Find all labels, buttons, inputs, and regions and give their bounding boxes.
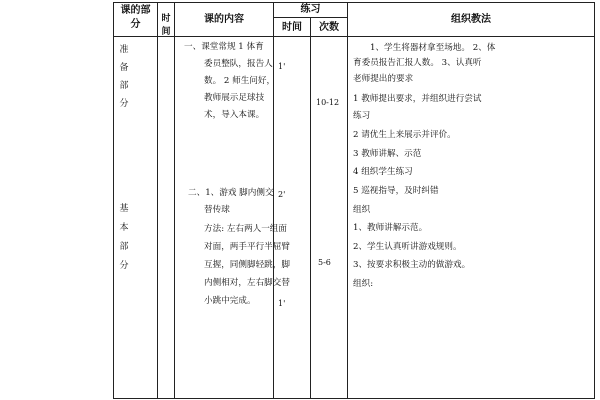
prep-practice-time: 1': [278, 62, 286, 71]
section-label-prep-char: 备: [119, 63, 129, 73]
column-divider-content: [174, 2, 175, 398]
section-label-main-char: 本: [119, 223, 129, 233]
main-content-line: 对面，两手平行半屈臂: [204, 242, 290, 252]
header-practice-count: 次数: [319, 22, 339, 33]
section-label-main-char: 基: [119, 204, 129, 214]
method-line: 5 巡视指导，及时纠错: [353, 186, 439, 196]
header-time: 时间: [161, 14, 171, 37]
column-divider-method: [347, 2, 348, 398]
header-practice-time: 时间: [282, 22, 302, 33]
column-divider-practice: [273, 2, 274, 398]
method-line: 3、按要求积极主动的做游戏。: [353, 260, 471, 270]
prep-content-line: 委员整队，报告人: [204, 59, 273, 69]
method-line: 3 教师讲解、示范: [353, 149, 422, 159]
main-content-line: 方法: 左右两人一组面: [204, 224, 287, 234]
header-bottom-rule: [113, 36, 595, 37]
section-label-prep-char: 分: [119, 99, 129, 109]
prep-content-line: 数。 2 师生问好，: [204, 76, 276, 86]
main-content-line: 二、1、游戏 脚内侧交: [188, 188, 274, 198]
main-content-line: 替传球: [204, 205, 230, 215]
main-practice-count: 5-6: [318, 258, 331, 267]
method-line: 4 组织学生练习: [353, 167, 413, 177]
table-border-left: [113, 2, 114, 398]
section-label-prep-char: 准: [119, 45, 129, 55]
method-line: 1 教师提出要求，并组织进行尝试: [353, 94, 482, 104]
section-label-main-char: 部: [119, 242, 129, 252]
main-practice-time: 2': [278, 190, 286, 199]
prep-content-line: 一、课堂常规 1 体育: [184, 42, 264, 52]
method-line: 2、学生认真听讲游戏规则。: [353, 242, 462, 252]
header-practice: 练习: [300, 4, 321, 15]
main-content-line: 小跳中完成。: [204, 296, 256, 306]
main-practice-time: 1': [278, 299, 286, 308]
method-line: 老师提出的要求: [353, 74, 414, 84]
method-line: 组织: [353, 205, 371, 215]
header-section-line2: 分: [130, 19, 141, 30]
main-content-line: 内侧相对，左右脚交替: [204, 278, 290, 288]
column-divider-count: [310, 17, 311, 398]
method-line: 育委员报告汇报人数。 3、认真听: [353, 58, 482, 68]
header-content: 课的内容: [204, 14, 244, 25]
column-divider-time: [157, 2, 158, 398]
prep-practice-count: 10-12: [316, 98, 340, 107]
header-method: 组织教法: [451, 14, 491, 25]
main-content-line: 互握，同侧脚轻跳，脚: [204, 260, 290, 270]
method-line: 练习: [353, 111, 371, 121]
prep-content-line: 术，导入本课。: [204, 110, 265, 120]
table-border-right: [594, 2, 595, 398]
prep-content-line: 教师展示足球技: [204, 93, 265, 103]
method-line: 1、学生将器材拿至场地。 2、体: [370, 43, 496, 53]
section-label-main-char: 分: [119, 261, 129, 271]
table-border-bottom: [113, 398, 595, 399]
method-line: 1、教师讲解示范。: [353, 223, 428, 233]
method-line: 2 请优生上来展示并评价。: [353, 130, 456, 140]
header-section-line1: 课的部: [120, 5, 151, 16]
section-label-prep-char: 部: [119, 81, 129, 91]
method-line: 组织:: [353, 279, 374, 289]
table-border-top: [113, 2, 595, 3]
